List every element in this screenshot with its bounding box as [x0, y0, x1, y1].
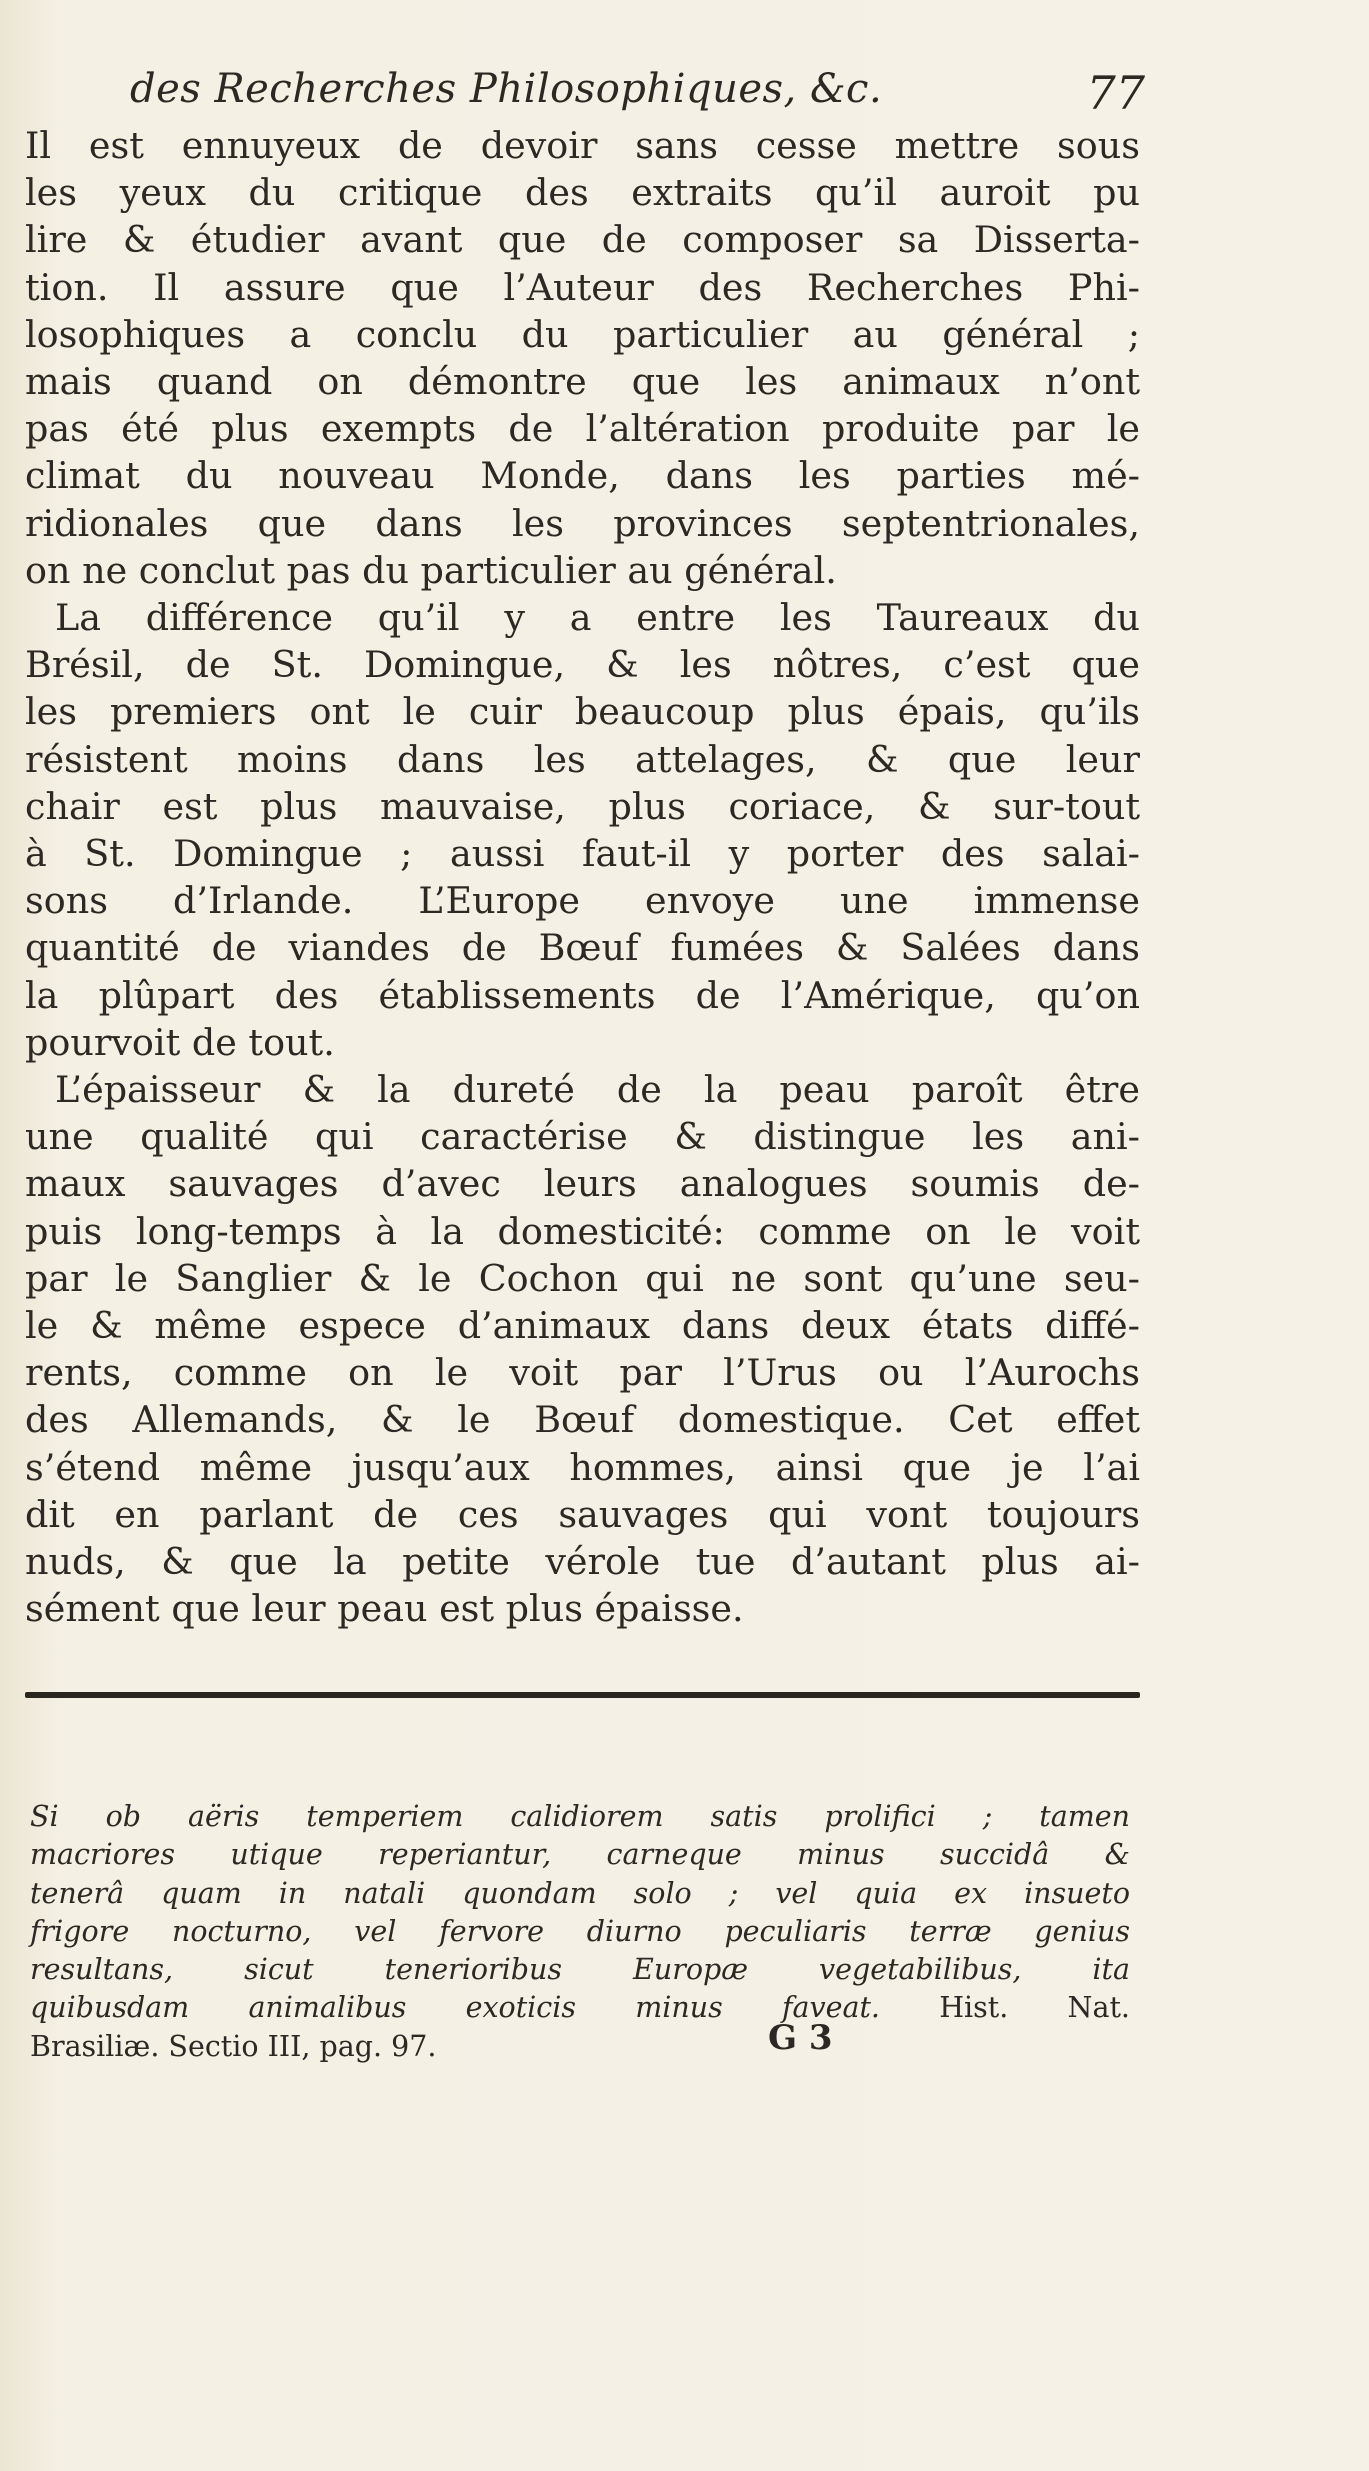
text-line: maux sauvages d’avec leurs analogues soumis de- — [25, 1162, 1140, 1206]
footnote-citation-text: Brasiliæ. Sectio III, pag. 97. — [30, 2029, 437, 2063]
text-line: chair est plus mauvaise, plus coriace, & sur-tout — [25, 784, 1140, 828]
text-line: le & même espece d’animaux dans deux états diffé- — [25, 1304, 1140, 1348]
footnote-line — [30, 1875, 1130, 1913]
text-line: climat du nouveau Monde, dans les parties mé- — [25, 454, 1140, 498]
footnote-latin-text: tenerâ quam in natali quondam solo ; vel quia ex insueto — [30, 1876, 1130, 1910]
text-line: une qualité qui caractérise & distingue les ani- — [25, 1115, 1140, 1159]
text-line: résistent moins dans les attelages, & que leur — [25, 737, 1140, 781]
paragraph-1 — [25, 122, 1140, 594]
text-line: lire & étudier avant que de composer sa Disserta- — [25, 218, 1140, 262]
text-line: mais quand on démontre que les animaux n’ont — [25, 360, 1140, 404]
footnote-line — [30, 1951, 1130, 1989]
text-line: tion. Il assure que l’Auteur des Recherches Phi- — [25, 265, 1140, 309]
footnote-citation-text: Hist. Nat. — [879, 1991, 1130, 2025]
text-line: par le Sanglier & le Cochon qui ne sont qu’une seu- — [25, 1256, 1140, 1300]
text-line: ridionales que dans les provinces septentrionales, — [25, 501, 1140, 545]
text-line: rents, comme on le voit par l’Urus ou l’Aurochs — [25, 1351, 1140, 1395]
text-line: sément que leur peau est plus épaisse. — [25, 1587, 744, 1631]
paragraph-3 — [25, 1066, 1140, 1632]
text-line: des Allemands, & le Bœuf domestique. Cet effet — [25, 1398, 1140, 1442]
footnote-latin-text: Si ob aëris temperiem calidiorem satis prolifici ; tamen — [30, 1800, 1130, 1833]
text-line: puis long-temps à la domesticité: comme on le voit — [25, 1209, 1140, 1253]
text-line: dit en parlant de ces sauvages qui vont toujours — [25, 1492, 1140, 1536]
text-line: les yeux du critique des extraits qu’il auroit pu — [25, 171, 1140, 215]
text-line: L’épaisseur & la dureté de la peau paroît être — [55, 1068, 1140, 1112]
footnote-separator-rule — [25, 1692, 1140, 1698]
text-line: la plûpart des établissements de l’Amérique, qu’on — [25, 973, 1140, 1017]
footnote-latin-text: resultans, sicut tenerioribus Europæ vegetabilibus, ita — [30, 1953, 1130, 1987]
footnote-latin-text: macriores utique reperiantur, carneque minus succidâ & — [30, 1838, 1130, 1872]
text-line: on ne conclut pas du particulier au général. — [25, 548, 837, 592]
text-line: nuds, & que la petite vérole tue d’autant plus ai- — [25, 1540, 1140, 1584]
text-line: sons d’Irlande. L’Europe envoye une immense — [25, 879, 1140, 923]
main-text — [25, 122, 1140, 1633]
text-line: quantité de viandes de Bœuf fumées & Salées dans — [25, 926, 1140, 970]
footnote-latin-text: quibusdam animalibus exoticis minus faveat. — [30, 1991, 880, 2025]
text-line: les premiers ont le cuir beaucoup plus épais, qu’ils — [25, 690, 1140, 734]
footnote-line — [30, 1913, 1130, 1951]
catchword-signature: G 3 — [768, 2018, 833, 2058]
footnote-latin-text: frigore nocturno, vel fervore diurno peculiaris terræ genius — [30, 1914, 1130, 1948]
running-head: des Recherches Philosophiques, &c. — [130, 66, 883, 112]
footnote — [30, 1798, 1130, 2066]
footnote-line — [30, 1989, 1130, 2027]
text-line: pourvoit de tout. — [25, 1020, 335, 1064]
text-line: pas été plus exempts de l’altération produite par le — [25, 407, 1140, 451]
page-number: 77 — [1086, 66, 1145, 120]
text-line: s’étend même jusqu’aux hommes, ainsi que je l’ai — [25, 1445, 1140, 1489]
text-line: à St. Domingue ; aussi faut-il y porter des salai- — [25, 832, 1140, 876]
footnote-line — [30, 2028, 1130, 2066]
footnote-line — [30, 1798, 1130, 1836]
paragraph-2 — [25, 594, 1140, 1066]
text-line: La différence qu’il y a entre les Taureaux du — [55, 596, 1140, 640]
text-line: losophiques a conclu du particulier au général ; — [25, 312, 1140, 356]
text-line: Brésil, de St. Domingue, & les nôtres, c’est que — [25, 643, 1140, 687]
text-line: Il est ennuyeux de devoir sans cesse mettre sous — [25, 124, 1140, 167]
footnote-line — [30, 1836, 1130, 1874]
